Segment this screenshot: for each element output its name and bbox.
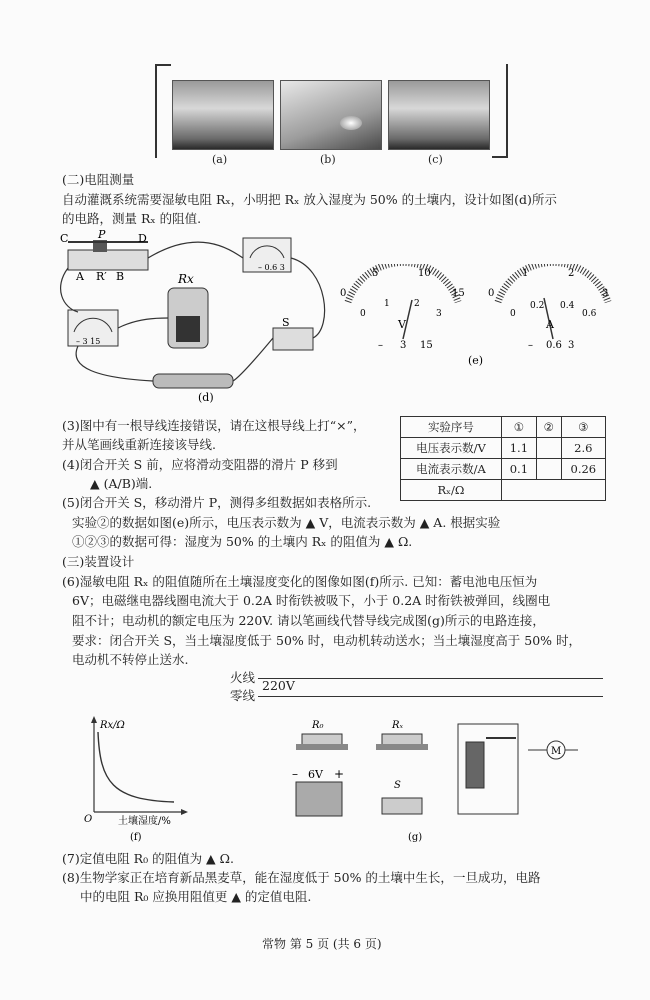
- caption-d: (d): [198, 391, 214, 403]
- q7-line: (7)定值电阻 R₀ 的阻值为 ▲ Ω.: [62, 851, 234, 866]
- rx-label: Rₓ: [392, 720, 404, 731]
- label-c: C: [60, 232, 69, 245]
- a-tick: 1: [522, 268, 529, 279]
- label-p: P: [98, 228, 106, 241]
- a-tick: 3: [602, 288, 609, 299]
- table-cell: [536, 438, 561, 459]
- battery-plus: +: [334, 767, 345, 781]
- page-footer: 常物 第 5 页 (共 6 页): [262, 937, 382, 951]
- data-table: [400, 416, 606, 501]
- q6-line: 要求：闭合开关 S，当土壤湿度低于 50% 时，电动机转动送水；当土壤湿度高于 50% 时，: [72, 633, 581, 648]
- table-cell: 电流表示数/A: [401, 459, 502, 480]
- v-term: –: [378, 340, 383, 351]
- label-a: A: [76, 270, 84, 283]
- table-cell: [536, 459, 561, 480]
- v-tick: 5: [372, 268, 379, 279]
- photo-b: [280, 80, 382, 150]
- a-tick: 0: [488, 288, 495, 299]
- table-cell: 电压表示数/V: [401, 438, 502, 459]
- table-cell: ②: [536, 417, 561, 438]
- y-axis-label: Rx/Ω: [100, 720, 125, 731]
- caption-f: (f): [130, 832, 142, 843]
- table-cell: Rₓ/Ω: [401, 480, 502, 501]
- section-title: (二)电阻测量: [62, 172, 135, 187]
- photo-frame-left: [155, 64, 171, 158]
- q4-line: ▲ (A/B)端.: [90, 476, 153, 491]
- table-cell: 实验序号: [401, 417, 502, 438]
- water-droplet: [340, 116, 362, 130]
- meters-e: [330, 264, 620, 374]
- table-cell: 2.6: [561, 438, 605, 459]
- a-unit: A: [546, 318, 554, 331]
- section-title: (三)装置设计: [62, 554, 135, 569]
- q5-line: ①②③的数据可得：湿度为 50% 的土壤内 Rₓ 的阻值为 ▲ Ω.: [72, 534, 413, 549]
- voltage-label: 220V: [262, 678, 295, 693]
- voltmeter-terms: – 3 15: [76, 337, 101, 346]
- table-cell: [501, 480, 605, 501]
- a-inner: 0.2: [530, 301, 545, 311]
- table-row: [401, 438, 606, 459]
- ammeter-terms: – 0.6 3: [258, 263, 285, 272]
- a-inner: 0.4: [560, 301, 575, 311]
- caption-b: (b): [320, 153, 336, 166]
- v-inner: 0: [360, 309, 366, 319]
- motor-label: M: [551, 746, 562, 757]
- r0-label: R₀: [312, 720, 324, 731]
- label-s: S: [282, 316, 290, 329]
- q6-line: (6)湿敏电阻 Rₓ 的阻值随所在土壤湿度变化的图像如图(f)所示. 已知：蓄电池电压恒为: [62, 574, 538, 589]
- photo-frame-right: [492, 64, 508, 158]
- label-b: B: [116, 270, 125, 283]
- table-cell: 0.26: [561, 459, 605, 480]
- neutral-wire: [258, 696, 603, 697]
- table-cell: ③: [561, 417, 605, 438]
- q6-line: 6V；电磁继电器线圈电流大于 0.2A 时衔铁被吸下，小于 0.2A 时衔铁被弹回，线圈电: [72, 593, 551, 608]
- caption-a: (a): [212, 153, 228, 166]
- live-wire-label: 火线: [230, 670, 256, 685]
- v-inner: 3: [436, 309, 442, 319]
- circuit-diagram-d: [58, 228, 333, 403]
- v-inner: 2: [414, 299, 420, 309]
- caption-g: (g): [408, 832, 423, 843]
- components-g: [290, 712, 580, 847]
- photo-c: [388, 80, 490, 150]
- table-row: [401, 480, 606, 501]
- q4-line: (4)闭合开关 S 前，应将滑动变阻器的滑片 P 移到: [62, 457, 338, 472]
- v-tick: 10: [418, 268, 431, 279]
- q3-line: (3)图中有一根导线连接错误，请在这根导线上打“×”，: [62, 418, 366, 433]
- q5-line: 实验②的数据如图(e)所示，电压表示数为 ▲ V，电流表示数为 ▲ A. 根据实验: [72, 515, 501, 530]
- a-inner: 0.6: [582, 309, 597, 319]
- graph-f: [78, 712, 190, 844]
- table-row: [401, 417, 606, 438]
- q6-line: 电动机不转停止送水.: [72, 652, 189, 667]
- v-term: 3: [400, 340, 407, 351]
- caption-e: (e): [468, 354, 484, 367]
- label-d: D: [138, 232, 147, 245]
- v-tick: 0: [340, 288, 347, 299]
- table-cell: 0.1: [501, 459, 536, 480]
- switch-label: S: [394, 780, 401, 791]
- table-cell: ①: [501, 417, 536, 438]
- table-row: [401, 459, 606, 480]
- a-term: –: [528, 340, 533, 351]
- label-rx: Rx: [178, 272, 194, 286]
- v-unit: V: [398, 318, 406, 331]
- q8-line: 中的电阻 R₀ 应换用阻值更 ▲ 的定值电阻.: [80, 889, 312, 904]
- origin-label: O: [84, 814, 93, 825]
- a-tick: 2: [568, 268, 575, 279]
- section-line: 自动灌溉系统需要湿敏电阻 Rₓ，小明把 Rₓ 放入湿度为 50% 的土壤内，设计如图(d)所示: [62, 192, 557, 207]
- q6-line: 阻不计；电动机的额定电压为 220V. 请以笔画线代替导线完成图(g)所示的电路连接，: [72, 613, 545, 628]
- v-tick: 15: [452, 288, 465, 299]
- section-line: 的电路，测量 Rₓ 的阻值.: [62, 211, 202, 226]
- label-rprime: R′: [96, 270, 107, 283]
- a-term: 0.6: [546, 340, 562, 351]
- q5-line: (5)闭合开关 S，移动滑片 P，测得多组数据如表格所示.: [62, 495, 372, 510]
- caption-c: (c): [428, 153, 443, 166]
- battery-label: 6V: [308, 768, 323, 781]
- neutral-wire-label: 零线: [230, 688, 256, 703]
- battery-minus: –: [292, 767, 298, 781]
- q3-line: 并从笔画线重新连接该导线.: [62, 437, 216, 452]
- a-term: 3: [568, 340, 575, 351]
- x-axis-label: 土壤湿度/%: [118, 816, 171, 827]
- a-inner: 0: [510, 309, 516, 319]
- v-inner: 1: [384, 299, 390, 309]
- table-cell: 1.1: [501, 438, 536, 459]
- q8-line: (8)生物学家正在培育新品黑麦草，能在湿度低于 50% 的土壤中生长，一旦成功，电路: [62, 870, 541, 885]
- photo-a: [172, 80, 274, 150]
- live-wire: [258, 678, 603, 679]
- v-term: 15: [420, 340, 433, 351]
